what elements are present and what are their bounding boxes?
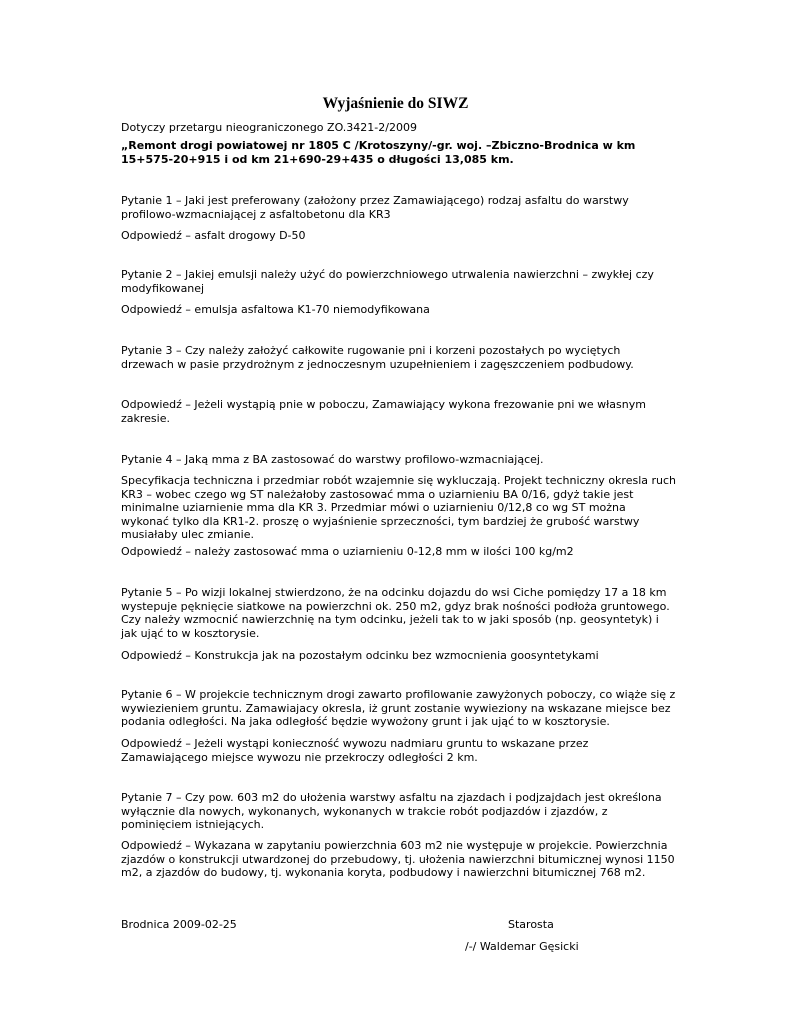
answer-7: Odpowiedź – Wykazana w zapytaniu powierzchnia 603 m2 nie występuje w projekcie. Powierzchnia zjazdów o konstrukcji utwardzonej do przebudowy, tj. ułożenia nawierzchni bitumicznej wynosi 1150 m2, a zjazdów do budowy, tj. wykonania koryta, podbudowy i nawierzchni bitumicznej 768 m2. [121, 839, 675, 879]
answer-6: Odpowiedź – Jeżeli wystąpi konieczność wywozu nadmiaru gruntu to wskazane przez Zamawiającego miejsce wywozu nie przekroczy odległości 2 km. [121, 737, 589, 764]
signer-name: /-/ Waldemar Gęsicki [465, 940, 579, 953]
signer-title: Starosta [508, 918, 554, 931]
answer-4: Odpowiedź – należy zastosować mma o uziarnieniu 0-12,8 mm w ilości 100 kg/m2 [121, 545, 574, 558]
question-6: Pytanie 6 – W projekcie technicznym drogi zawarto profilowanie zawyżonych poboczy, co wiąże się z wywiezieniem gruntu. Zamawiajacy okresla, iż grunt zostanie wywieziony na wskazane miejsce bez podania odległości. Na jaka odległość będzie wywożony grunt i jak ująć to w kosztorysie. [121, 688, 676, 728]
question-2: Pytanie 2 – Jakiej emulsji należy użyć do powierzchniowego utrwalenia nawierzchni – zwykłej czy modyfikowanej [121, 268, 654, 295]
answer-1: Odpowiedź – asfalt drogowy D-50 [121, 229, 306, 242]
answer-3: Odpowiedź – Jeżeli wystąpią pnie w poboczu, Zamawiający wykona frezowanie pni we własnym zakresie. [121, 398, 646, 425]
document-title: Wyjaśnienie do SIWZ [322, 95, 469, 112]
question-4-detail: Specyfikacja techniczna i przedmiar robót wzajemnie się wykluczają. Projekt techniczny okresla ruch KR3 – wobec czego wg ST należałoby zastosować mma o uziarnieniu BA 0/16, gdyż takie jest minimalne uziarnienie mma dla KR 3. Przedmiar mówi o uziarnieniu 0/12,8 co wg ST można wykonać tylko dla KR1-2. proszę o wyjaśnienie sprzeczności, tym bardziej że grubość warstwy musiałaby ulec zmianie. [121, 474, 677, 541]
project-name: „Remont drogi powiatowej nr 1805 C /Krotoszyny/-gr. woj. –Zbiczno-Brodnica w km 15+575-20+915 i od km 21+690-29+435 o długości 13,085 km. [121, 139, 636, 166]
question-5: Pytanie 5 – Po wizji lokalnej stwierdzono, że na odcinku dojazdu do wsi Ciche pomiędzy 17 a 18 km wystepuje pęknięcie siatkowe na powierzchni ok. 250 m2, gdyz brak nośności podłoża gruntowego. Czy należy wzmocnić nawierzchnię na tym odcinku, jeżeli tak to w jaki sposób (np. geosyntetyk) i jak ująć to w kosztorysie. [121, 586, 670, 640]
question-1: Pytanie 1 – Jaki jest preferowany (założony przez Zamawiającego) rodzaj asfaltu do warstwy profilowo-wzmacniającej z asfaltobetonu dla KR3 [121, 194, 629, 221]
question-4: Pytanie 4 – Jaką mma z BA zastosować do warstwy profilowo-wzmacniającej. [121, 453, 544, 466]
question-3: Pytanie 3 – Czy należy założyć całkowite rugowanie pni i korzeni pozostałych po wyciętych drzewach w pasie przydrożnym z jednoczesnym uzupełnieniem i zagęszczeniem podbudowy. [121, 344, 634, 371]
answer-5: Odpowiedź – Konstrukcja jak na pozostałym odcinku bez wzmocnienia goosyntetykami [121, 649, 599, 662]
question-7: Pytanie 7 – Czy pow. 603 m2 do ułożenia warstwy asfaltu na zjazdach i podjzajdach jest określona wyłącznie dla nowych, wykonanych, wykonanych w trakcie robót podjazdów i zjazdów, z pominięciem istniejących. [121, 791, 662, 831]
subject-line: Dotyczy przetargu nieograniczonego ZO.3421-2/2009 [121, 121, 417, 134]
place-date: Brodnica 2009-02-25 [121, 918, 237, 931]
answer-2: Odpowiedź – emulsja asfaltowa K1-70 niemodyfikowana [121, 303, 430, 316]
